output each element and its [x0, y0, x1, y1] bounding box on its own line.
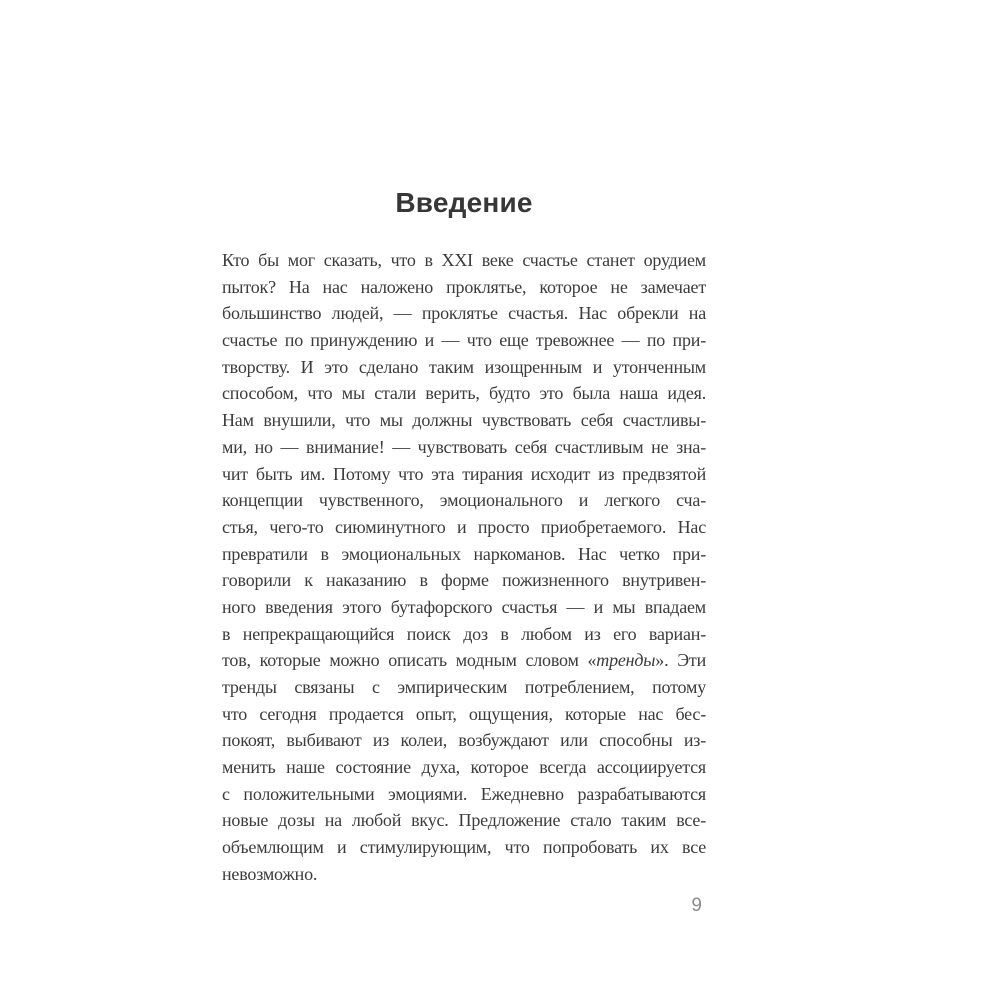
text-line: ного введения этого бутафорского счастья — и мы впадаем [222, 596, 706, 617]
text-line: новые дозы на любой вкус. Предложение стало таким все- [222, 810, 706, 831]
text-line: покоят, выбивают из колеи, возбуждают или способны из- [222, 730, 706, 751]
text-line: менить наше состояние духа, которое всегда ассоциируется [222, 757, 706, 778]
text-line: объемлющим и стимулирующим, что попробовать их все [222, 837, 706, 858]
text-line: с положительными эмоциями. Ежедневно разрабатываются [222, 783, 706, 804]
text-line: невозможно. [222, 863, 318, 884]
text-line: пыток? На нас наложено проклятье, которое не замечает [222, 276, 706, 297]
paragraph [222, 247, 706, 888]
text-line: большинство людей, — проклятье счастья. Нас обрекли на [222, 303, 706, 324]
text-line [222, 647, 706, 674]
text-line: ми, но — внимание! — чувствовать себя счастливым не зна- [222, 436, 706, 457]
text-line: превратили в эмоциональных наркоманов. Нас четко при- [222, 543, 706, 564]
text-line: концепции чувственного, эмоционального и легкого сча- [222, 490, 706, 511]
text-line: Нам внушили, что мы должны чувствовать себя счастливы- [222, 410, 706, 431]
text-line: что сегодня продается опыт, ощущения, которые нас бес- [222, 703, 706, 724]
text-line: говорили к наказанию в форме пожизненного внутривен- [222, 570, 706, 591]
text-line: счастье по принуждению и — что еще тревожнее — по при- [222, 330, 706, 351]
text-line: чит быть им. Потому что эта тирания исходит из предвзятой [222, 463, 706, 484]
italic-text-segment: тренды [596, 650, 656, 671]
page-number: 9 [691, 895, 702, 916]
text-line: стья, чего-то сиюминутного и просто приобретаемого. Нас [222, 516, 706, 537]
text-line: в непрекращающийся поиск доз в любом из его вариан- [222, 623, 706, 644]
text-segment: ». Эти [655, 650, 706, 671]
text-line: творству. И это сделано таким изощренным и утонченным [222, 356, 706, 377]
text-line: способом, что мы стали верить, будто это была наша идея. [222, 383, 706, 404]
text-segment: тов, которые можно описать модным словом « [222, 650, 597, 671]
text-line: Кто бы мог сказать, что в XXI веке счастье станет орудием [222, 250, 706, 270]
text-line: тренды связаны с эмпирическим потреблением, потому [222, 677, 706, 697]
chapter-title: Введение [395, 186, 533, 218]
